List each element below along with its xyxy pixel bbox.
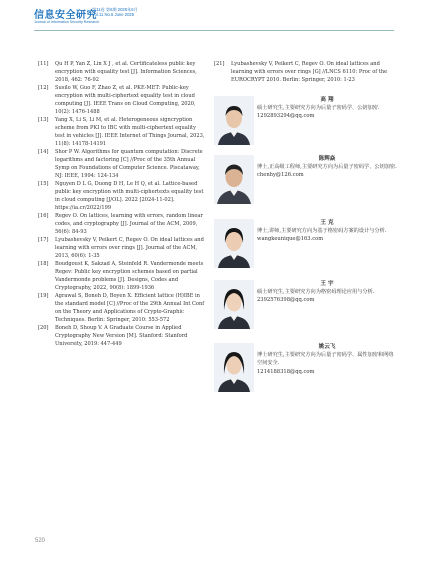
reference-text: Lyubashevsky V, Peikert C, Regev O. On ideal lattices and learning with errors over rings [J]. Journal of the ACM, 2013, 60(6): 1-35 — [55, 237, 204, 259]
issue-info — [92, 7, 138, 17]
author-photo — [214, 219, 254, 268]
reference-item — [38, 84, 206, 116]
author-description: 博士,正高级工程师,主要研究方向为后量子密码学、公钥加密. — [257, 164, 397, 171]
reference-item — [38, 116, 206, 148]
reference-item — [38, 180, 206, 212]
author-bio-text — [257, 155, 397, 180]
reference-text: Agrawal S, Boneh D, Boyen X. Efficient lattice (H)IBE in the standard model [C] //Proc of the 29th Annual Int Conf on the Theory and Applications of Crypto-Graphic Techniques. Berlin: Springer, 2010: 553-572 — [55, 293, 205, 323]
issue-cn: 第11卷 第6期 2025年6月 — [92, 7, 138, 12]
reference-number: [18] — [38, 261, 49, 267]
reference-text: Boudgoust K, Sakzad A, Steinfeld R. Vandermonde meets Regev: Public key encryption schemes based on partial Vandermonde problems [J]. Designs, Codes and Cryptography, 2022, 90(8): 1899-1936 — [55, 261, 204, 291]
header-divider — [34, 30, 394, 31]
author-email: 1292893294@qq.com — [257, 113, 315, 120]
author-description: 硕士研究生,主要研究方向为格密码理论应用与分析. — [257, 289, 375, 296]
author-name: 王 宇 — [320, 281, 334, 287]
author-bio-text — [257, 343, 397, 376]
reference-number: [17] — [38, 237, 49, 243]
reference-number: [14] — [38, 149, 49, 155]
reference-text: Boneh D, Shoup V. A Graduate Course in Applied Cryptography New Version [M]. Stanford: Stanford University, 2019: 447-449 — [55, 325, 188, 347]
author-bio-text — [257, 280, 397, 305]
references-left-column — [38, 60, 206, 348]
author-email: chenhy@126.com — [257, 172, 304, 179]
reference-text: Shor P W. Algorithms for quantum computation: Discrete logarithms and factoring [C] //Proc of the 35th Annual Symp on Foundations of Computer Science. Piscataway, NJ: IEEE, 1994: 124-134 — [55, 149, 203, 179]
author-email: 2392576398@qq.com — [257, 297, 315, 304]
author-name: 王 克 — [320, 220, 334, 226]
author-name: 姚云飞 — [318, 344, 336, 350]
issue-en: Vol.11 No.6 June 2025 — [92, 12, 135, 17]
reference-text: Qu H P, Yan Z, Lin X J , et al. Certificateless public key encryption with equality test [J]. Information Sciences, 2018, 462: 76-92 — [55, 61, 197, 83]
reference-text: Susilo W, Guo F, Zhao Z, et al. PKE-MET: Public-key encryption with multi-ciphertext equality test in cloud computing [J]. IEEE Trans on Cloud Computing, 2020, 10(2): 1476-1488 — [55, 85, 196, 115]
journal-title: 信息安全研究 — [34, 10, 97, 21]
author-description: 博士,讲师,主要研究方向为基于格密码方案的设计与分析. — [257, 228, 387, 235]
author-photo — [214, 343, 254, 392]
reference-item — [38, 260, 206, 292]
author-photo — [214, 155, 254, 204]
reference-item — [214, 60, 390, 84]
references-right-column — [214, 60, 390, 84]
journal-header — [34, 6, 138, 24]
reference-item — [38, 292, 206, 324]
page-number: 520 — [35, 538, 46, 544]
reference-text: Yang X, Li S, Li M, et al. Heterogeneous signcryption scheme from PKI to IBC with multi-ciphertext equality test in vehicles [J]. IEEE Internet of Things Journal, 2023, 11(8): 14178-14191 — [55, 117, 205, 147]
reference-item — [38, 60, 206, 84]
reference-number: [19] — [38, 293, 49, 299]
author-name: 陈辉焱 — [318, 156, 336, 162]
author-photo — [214, 280, 254, 329]
reference-number: [16] — [38, 213, 49, 219]
reference-number: [15] — [38, 181, 49, 187]
reference-text: Lyubashevsky V, Peikert C, Regev O. On ideal lattices and learning with errors over rings [G] //LNCS 6110: Proc of the EUROCRYPT 2010. Berlin: Springer, 2010: 1-23 — [231, 61, 388, 83]
author-description: 硕士研究生,主要研究方向为后量子密码学、公钥加密. — [257, 105, 380, 112]
reference-number: [11] — [38, 61, 49, 67]
author-name: 高 翔 — [320, 97, 334, 103]
reference-number: [12] — [38, 85, 49, 91]
journal-english-title: Journal of Information Security Research — [34, 20, 100, 24]
reference-item — [38, 148, 206, 180]
author-email: wangkeunique@163.com — [257, 236, 324, 243]
reference-number: [20] — [38, 325, 49, 331]
reference-text: Nguyen D L G, Duong D H, Le H Q, et al. Lattice-based public key encryption with multi-ciphertexts equality test in cloud computing [J/OL]. 2022 [2024-11-02]. https://ia.cr/2022/199 — [55, 181, 204, 211]
reference-text: Regev O. On lattices, learning with errors, random linear codes, and cryptography [J]. Journal of the ACM, 2009, 56(6): 84-93 — [55, 213, 203, 235]
author-bio-text — [257, 96, 397, 121]
author-photo — [214, 96, 254, 145]
reference-item — [38, 236, 206, 260]
author-email: 1214188318@qq.com — [257, 368, 315, 375]
author-bio-text — [257, 219, 397, 244]
reference-number: [21] — [214, 61, 225, 67]
reference-number: [13] — [38, 117, 49, 123]
reference-item — [38, 212, 206, 236]
author-description: 博士研究生,主要研究方向为后量子密码学、属性加密和网络空间安全. — [257, 352, 394, 367]
reference-item — [38, 324, 206, 348]
